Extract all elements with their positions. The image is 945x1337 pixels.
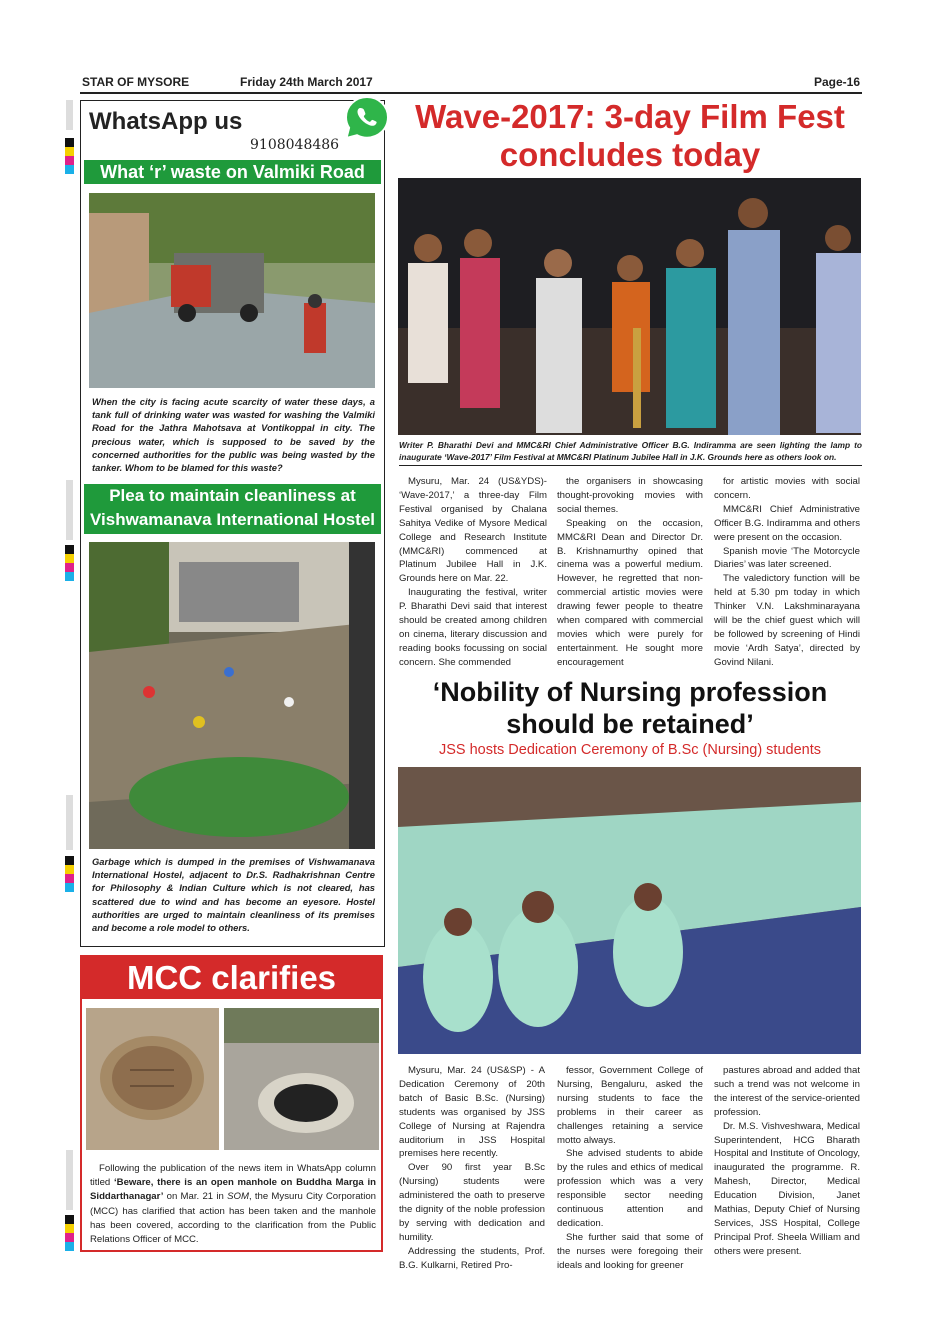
paper-name: STAR OF MYSORE (82, 75, 190, 89)
nursing-subhead: JSS hosts Dedication Ceremony of B.Sc (Nursing) students (439, 742, 821, 758)
page-number: Page-16 (813, 75, 860, 89)
paragraph: Inaugurating the festival, writer P. Bharathi Devi said that interest should be created among children on cinema, literary discussion and reading books focussing on social concern. She commended (399, 587, 547, 668)
wave-photo-caption: Writer P. Bharathi Devi and MMC&RI Chief Administrative Officer B.G. Indiramma are seen lighting the lamp to inaugurate ‘Wave-2017’ Film Festival at MMC&RI Platinum Jubilee Hall in J.K. Grounds here as others look on. (399, 439, 862, 466)
mcc-headline: MCC clarifies (82, 957, 381, 999)
paragraph: the organisers in showcasing thought-provoking movies with social themes. (557, 476, 703, 515)
paragraph: She advised students to abide by the rules and ethics of medical profession which was a very responsible sector needing continuous attention and dedication. (557, 1148, 703, 1229)
hostel-garbage-photo (89, 542, 375, 849)
mcc-body: Following the publication of the news item in WhatsApp column titled ‘Beware, there is an open manhole on Buddha Marga in Siddarthanagar’ on Mar. 21 in SOM, the Mysuru City Corporation (MCC) has clarified that action has been taken and the manhole has been covered, according to the clarification from the Public Relations Officer of MCC. (90, 1163, 377, 1246)
hostel-headline (84, 484, 381, 534)
nursing-column-3 (714, 1064, 860, 1259)
paragraph: Dr. M.S. Vishveshwara, Medical Superintendent, HCG Bharath Hospital and Institute of Oncology, inaugurated the programme. R. Mahesh, Director, Medical Education Division, Janet Mathias, Deputy Chief of Nursing Services, JSS Hospital, College Principal Prof. Sheela William and others were present. (714, 1120, 860, 1257)
paragraph: Mysuru, Mar. 24 (US&SP) - A Dedication Ceremony of 20th batch of Basic B.Sc. (Nursing) students was organised by JSS College of Nursing at Rajendra auditorium in JSS Hospital premises here recently. (399, 1065, 545, 1160)
registration-mark (65, 545, 74, 581)
wave-headline-line1: Wave-2017: 3-day Film Fest (415, 98, 845, 135)
wave-headline (395, 98, 865, 174)
nursing-column-2 (557, 1064, 703, 1273)
whatsapp-title: WhatsApp us (89, 108, 243, 135)
hostel-headline-line1: Plea to maintain cleanliness at (109, 486, 356, 505)
paragraph: MMC&RI Chief Administrative Officer B.G. Indiramma and others were present on the occasion. (714, 503, 860, 543)
nursing-headline (395, 676, 865, 740)
paragraph: Addressing the students, Prof. B.G. Kulkarni, Retired Pro- (399, 1245, 545, 1271)
registration-mark (65, 138, 74, 174)
paragraph: for artistic movies with social concern. (714, 476, 860, 501)
paragraph: The valedictory function will be held at 5.30 pm today in which Thinker V.N. Lakshminarayana will be the chief guest which will be followed by screening of Hindi movie ‘Ardh Satya’, directed by Govind Nilani. (714, 573, 860, 668)
paragraph: Spanish movie ‘The Motorcycle Diaries’ was later screened. (714, 545, 860, 571)
wave-headline-line2: concludes today (499, 136, 761, 173)
nursing-column-1 (399, 1064, 545, 1273)
paragraph: pastures abroad and added that such a trend was not welcome in the interest of the service-oriented profession. (714, 1065, 860, 1118)
open-manhole-photo (224, 1008, 379, 1150)
margin-strip (66, 795, 73, 850)
margin-strip (66, 480, 73, 540)
paragraph: Over 90 first year B.Sc (Nursing) students were administered the oath to preserve the dignity of the noble profession by serving with dedication and humility. (399, 1162, 545, 1243)
nursing-headline-line1: ‘Nobility of Nursing profession (432, 677, 828, 707)
hostel-caption: Garbage which is dumped in the premises of Vishwamanava International Hostel, adjacent to Dr.S. Radhakrishnan Centre for Philosophy & Indian Culture which is not cleared, has scattered due to wind and has become an eyesore. Hostel authorities are urged to maintain cleanliness of its premises and become a role model to others. (92, 856, 375, 934)
whatsapp-icon (343, 94, 391, 142)
valmiki-road-photo (89, 193, 375, 388)
whatsapp-number: 9108048486 (250, 137, 340, 153)
wave-column-1 (399, 475, 547, 670)
paragraph: Mysuru, Mar. 24 (US&YDS)- ‘Wave-2017,’ a three-day Film Festival organised by Chalana Sahitya Vedike of Mysore Medical College and Research Institute (MMC&RI) commenced at Platinum Jubilee Hall in J.K. Grounds here on Mar. 22. (399, 476, 547, 585)
paragraph: Speaking on the occasion, MMC&RI Dean and Director Dr. B. Krishnamurthy opined that cinema was a powerful medium. However, he regretted that non-commercial artistic movies were drawing fewer people to theatre when compared with commercial movies which were purely for entertainment. He sought more encouragement (557, 517, 703, 668)
margin-strip (66, 1150, 73, 1210)
margin-strip (66, 100, 73, 130)
hostel-headline-line2: Vishwamanava International Hostel (90, 510, 375, 529)
paragraph: fessor, Government College of Nursing, Bengaluru, asked the nursing students to face the problems in their career as challenges retaining a service motto always. (557, 1065, 703, 1146)
issue-date: Friday 24th March 2017 (240, 75, 373, 89)
registration-mark (65, 856, 74, 892)
paragraph: She further said that some of the nurses were foregoing their ideals and looking for greener (557, 1231, 703, 1271)
wave-column-2 (557, 475, 703, 670)
wave-column-3 (714, 475, 860, 670)
covered-manhole-photo (86, 1008, 219, 1150)
nursing-ceremony-photo (398, 767, 861, 1054)
valmiki-caption: When the city is facing acute scarcity of water these days, a tank full of drinking water was wasted for washing the Valmiki Road for the Jathra Mahotsava at Vontikoppal in city. The precious water, which is supposed to be saved by the concerned authorities for the public was being wasted by the tanker. Whom to be blamed for this waste? (92, 396, 375, 474)
valmiki-headline: What ‘r’ waste on Valmiki Road (84, 160, 381, 184)
registration-mark (65, 1215, 74, 1251)
nursing-headline-line2: should be retained’ (506, 709, 754, 739)
film-fest-lamp-lighting-photo (398, 178, 861, 435)
masthead (80, 74, 862, 94)
